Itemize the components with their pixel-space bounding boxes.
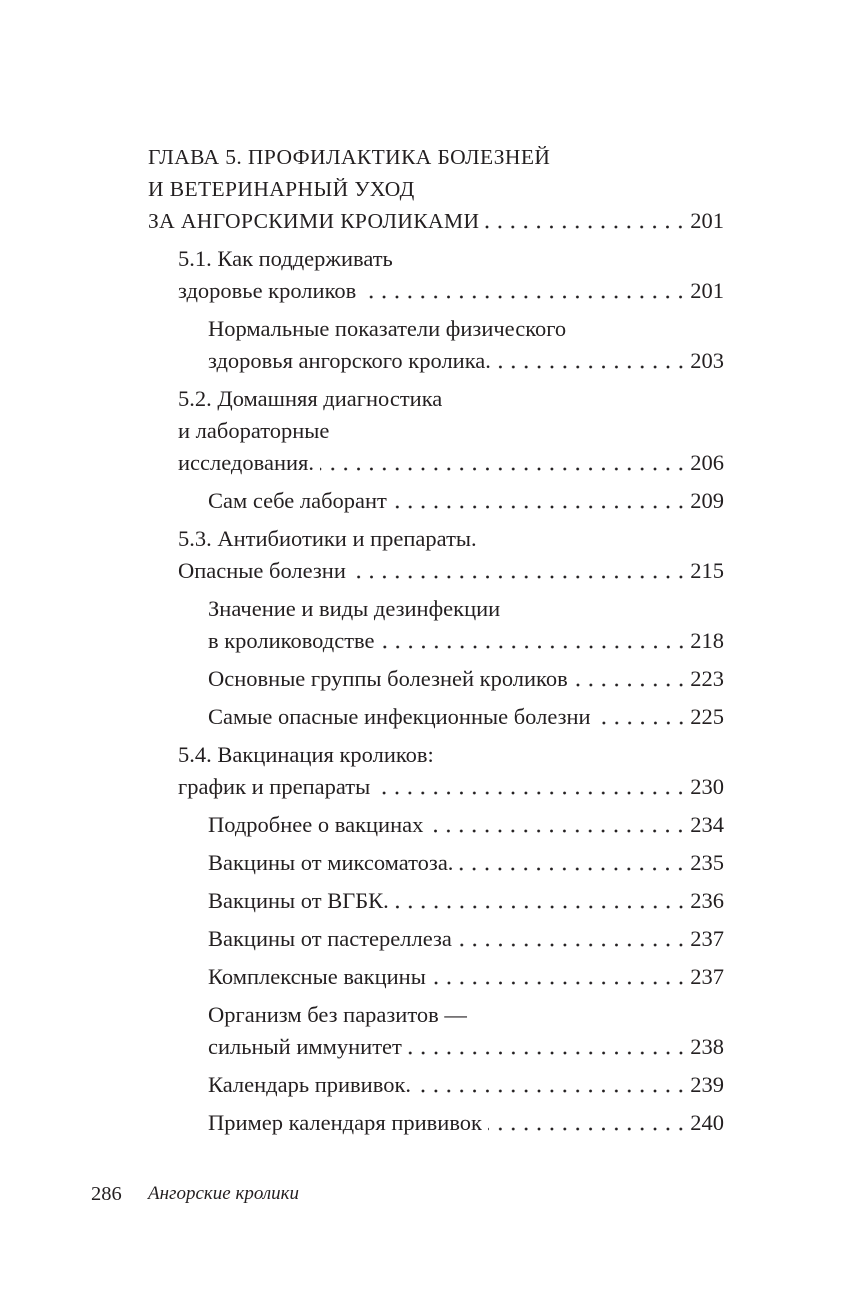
toc-entry-line (208, 625, 724, 657)
toc-entry-line (208, 847, 724, 879)
toc-page-number: 215 (690, 558, 724, 583)
toc-entry-line (178, 383, 724, 415)
toc-entry-line (208, 663, 724, 695)
dot-leader (417, 1069, 687, 1101)
toc-subsection-entry (148, 663, 724, 695)
toc-entry-line (208, 593, 724, 625)
toc-page-number: 230 (690, 774, 724, 799)
dot-leader (488, 1107, 687, 1139)
toc-entry-title: 5.4. Вакцинация кроликов: (178, 742, 434, 767)
table-of-contents (148, 141, 724, 1145)
toc-page-number: 209 (690, 488, 724, 513)
toc-entry-line (208, 485, 724, 517)
dot-leader (408, 1031, 687, 1063)
section-list (148, 243, 724, 1139)
page-footer (0, 1181, 844, 1207)
toc-page-number: 203 (690, 348, 724, 373)
dot-leader (429, 809, 687, 841)
toc-entry-line (208, 1107, 724, 1139)
dot-leader (458, 923, 687, 955)
toc-subsection-entry (148, 999, 724, 1063)
toc-entry-title: 5.1. Как поддерживать (178, 246, 393, 271)
toc-section-entry (148, 383, 724, 479)
toc-page-number: 218 (690, 628, 724, 653)
toc-entry-title: Организм без паразитов — (208, 1002, 467, 1027)
dot-leader (362, 275, 687, 307)
toc-entry-line (208, 809, 724, 841)
toc-page-number: 235 (690, 850, 724, 875)
toc-page-number: 237 (690, 926, 724, 951)
toc-subsection-entry (148, 593, 724, 657)
toc-entry-title: в кролиководстве (208, 628, 375, 653)
toc-entry-line (178, 739, 724, 771)
dot-leader (393, 485, 687, 517)
toc-entry-line (208, 1031, 724, 1063)
toc-subsection-entry (148, 701, 724, 733)
chapter-title-text: ЗА АНГОРСКИМИ КРОЛИКАМИ (148, 209, 480, 233)
toc-page-number: 234 (690, 812, 724, 837)
toc-entry-title: исследования. (178, 450, 314, 475)
toc-subsection-entry (148, 313, 724, 377)
toc-entry-line (178, 415, 724, 447)
toc-entry-line (208, 885, 724, 917)
toc-entry-title: сильный иммунитет (208, 1034, 402, 1059)
toc-entry-line (208, 701, 724, 733)
dot-leader (485, 205, 687, 237)
page-number: 286 (91, 1183, 122, 1205)
toc-subsection-entry (148, 1069, 724, 1101)
dot-leader (497, 345, 687, 377)
chapter-heading-line (148, 205, 724, 237)
toc-section-entry (148, 243, 724, 307)
dot-leader (376, 771, 687, 803)
toc-entry-title: Сам себе лаборант (208, 488, 387, 513)
toc-entry-title: Основные группы болезней кроликов (208, 666, 568, 691)
toc-entry-line (208, 345, 724, 377)
toc-entry-line (178, 523, 724, 555)
toc-page-number: 238 (690, 1034, 724, 1059)
toc-subsection-entry (148, 485, 724, 517)
toc-entry-title: Самые опасные инфекционные болезни (208, 704, 591, 729)
toc-entry-title: Вакцины от миксоматоза. (208, 850, 454, 875)
toc-entry-title: Комплексные вакцины (208, 964, 426, 989)
toc-entry-title: график и препараты (178, 774, 371, 799)
toc-entry-title: 5.2. Домашняя диагностика (178, 386, 443, 411)
toc-section-entry (148, 523, 724, 587)
dot-leader (574, 663, 688, 695)
toc-section-entry (148, 739, 724, 803)
dot-leader (432, 961, 687, 993)
toc-entry-line (178, 555, 724, 587)
toc-page-number: 206 (690, 450, 724, 475)
toc-entry-title: и лабораторные (178, 418, 330, 443)
toc-entry-line (178, 275, 724, 307)
chapter-heading-line (148, 173, 724, 205)
toc-entry-line (208, 1069, 724, 1101)
chapter-heading-line (148, 141, 724, 173)
toc-entry-line (178, 771, 724, 803)
toc-page-number: 201 (690, 278, 724, 303)
toc-entry-line (208, 313, 724, 345)
toc-page-number: 239 (690, 1072, 724, 1097)
toc-page-number: 237 (690, 964, 724, 989)
toc-page-number: 236 (690, 888, 724, 913)
toc-page-number: 201 (690, 208, 724, 233)
toc-entry-title: Вакцины от пастереллеза (208, 926, 452, 951)
toc-entry-line (208, 923, 724, 955)
toc-entry-title: Пример календаря прививок (208, 1110, 482, 1135)
toc-entry-title: Вакцины от ВГБК. (208, 888, 389, 913)
chapter-heading (148, 141, 724, 237)
toc-subsection-entry (148, 1107, 724, 1139)
toc-entry-line (178, 243, 724, 275)
toc-entry-title: Опасные болезни (178, 558, 346, 583)
toc-page-number: 223 (690, 666, 724, 691)
dot-leader (352, 555, 687, 587)
toc-entry-title: Нормальные показатели физического (208, 316, 567, 341)
toc-subsection-entry (148, 961, 724, 993)
toc-subsection-entry (148, 885, 724, 917)
toc-entry-title: Календарь прививок. (208, 1072, 411, 1097)
toc-subsection-entry (148, 809, 724, 841)
running-title: Ангорские кролики (148, 1183, 300, 1204)
toc-subsection-entry (148, 847, 724, 879)
toc-entry-line (208, 961, 724, 993)
dot-leader (395, 885, 687, 917)
toc-entry-title: 5.3. Антибиотики и препараты. (178, 526, 477, 551)
dot-leader (320, 447, 687, 479)
toc-entry-title: Подробнее о вакцинах (208, 812, 424, 837)
toc-entry-line (178, 447, 724, 479)
dot-leader (597, 701, 688, 733)
chapter-title-text: И ВЕТЕРИНАРНЫЙ УХОД (148, 177, 415, 201)
toc-subsection-entry (148, 923, 724, 955)
dot-leader (381, 625, 688, 657)
toc-entry-title: здоровье кроликов (178, 278, 357, 303)
toc-entry-line (208, 999, 724, 1031)
toc-entry-title: здоровья ангорского кролика. (208, 348, 491, 373)
toc-page-number: 225 (690, 704, 724, 729)
chapter-title-text: ГЛАВА 5. ПРОФИЛАКТИКА БОЛЕЗНЕЙ (148, 145, 551, 169)
toc-entry-title: Значение и виды дезинфекции (208, 596, 501, 621)
dot-leader (459, 847, 687, 879)
toc-page-number: 240 (690, 1110, 724, 1135)
